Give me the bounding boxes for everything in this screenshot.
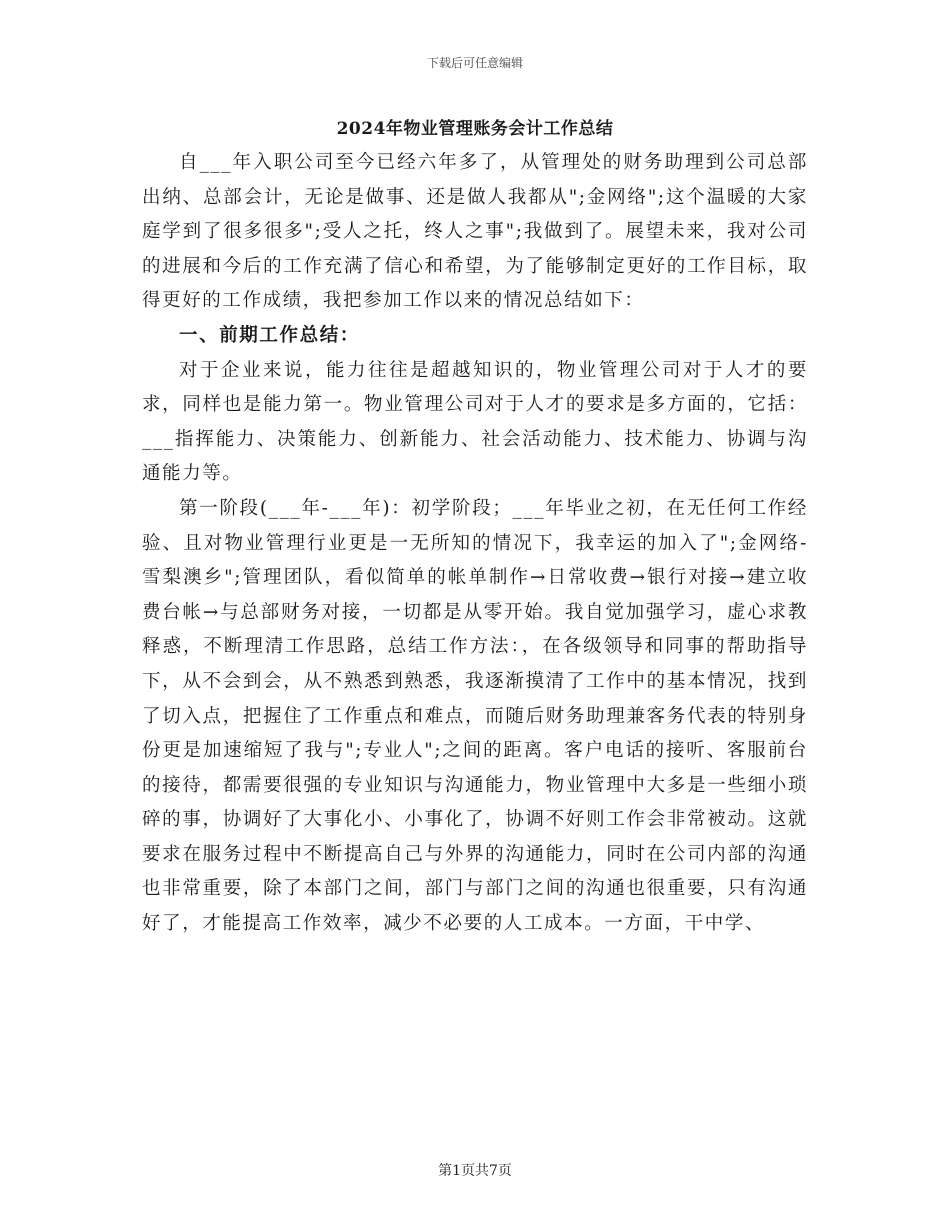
document-body	[142, 146, 808, 942]
intro-paragraph: 自___年入职公司至今已经六年多了，从管理处的财务助理到公司总部出纳、总部会计，无论是做事、还是做人我都从";金网络";这个温暖的大家庭学到了很多很多";受人之托，终人之事";我做到了。展望未来，我对公司的进展和今后的工作充满了信心和希望，为了能够制定更好的工作目标，取得更好的工作成绩，我把参加工作以来的情况总结如下：	[142, 152, 808, 312]
page-header: 下载后可任意编辑	[426, 56, 523, 70]
section-heading: 一、前期工作总结：	[179, 324, 360, 346]
document-title: 2024年物业管理账务会计工作总结	[336, 119, 614, 139]
paragraph-first-stage: 第一阶段(___年-___年)：初学阶段；___年毕业之初，在无任何工作经验、且对物业管理行业更是一无所知的情况下，我幸运的加入了";金网络-雪梨澳乡";管理团队，看似简单的帐单制作→日常收费→银行对接→建立收费台帐→与总部财务对接，一切都是从零开始。我自觉加强学习，虚心求教释惑，不断理清工作思路，总结工作方法：，在各级领导和同事的帮助指导下，从不会到会，从不熟悉到熟悉，我逐渐摸清了工作中的基本情况，找到了切入点，把握住了工作重点和难点，而随后财务助理兼客务代表的特别身份更是加速缩短了我与";专业人";之间的距离。客户电话的接听、客服前台的接待，都需要很强的专业知识与沟通能力，物业管理中大多是一些细小琐碎的事，协调好了大事化小、小事化了，协调不好则工作会非常被动。这就要求在服务过程中不断提高自己与外界的沟通能力，同时在公司内部的沟通也非常重要，除了本部门之间，部门与部门之间的沟通也很重要，只有沟通好了，才能提高工作效率，减少不必要的人工成本。一方面，干中学、	[142, 497, 808, 935]
paragraph-abilities: 对于企业来说，能力往往是超越知识的，物业管理公司对于人才的要求，同样也是能力第一。物业管理公司对于人才的要求是多方面的，它括：___指挥能力、决策能力、创新能力、社会活动能力、技术能力、协调与沟通能力等。	[142, 359, 808, 485]
page-footer: 第1页共7页	[438, 1163, 512, 1179]
